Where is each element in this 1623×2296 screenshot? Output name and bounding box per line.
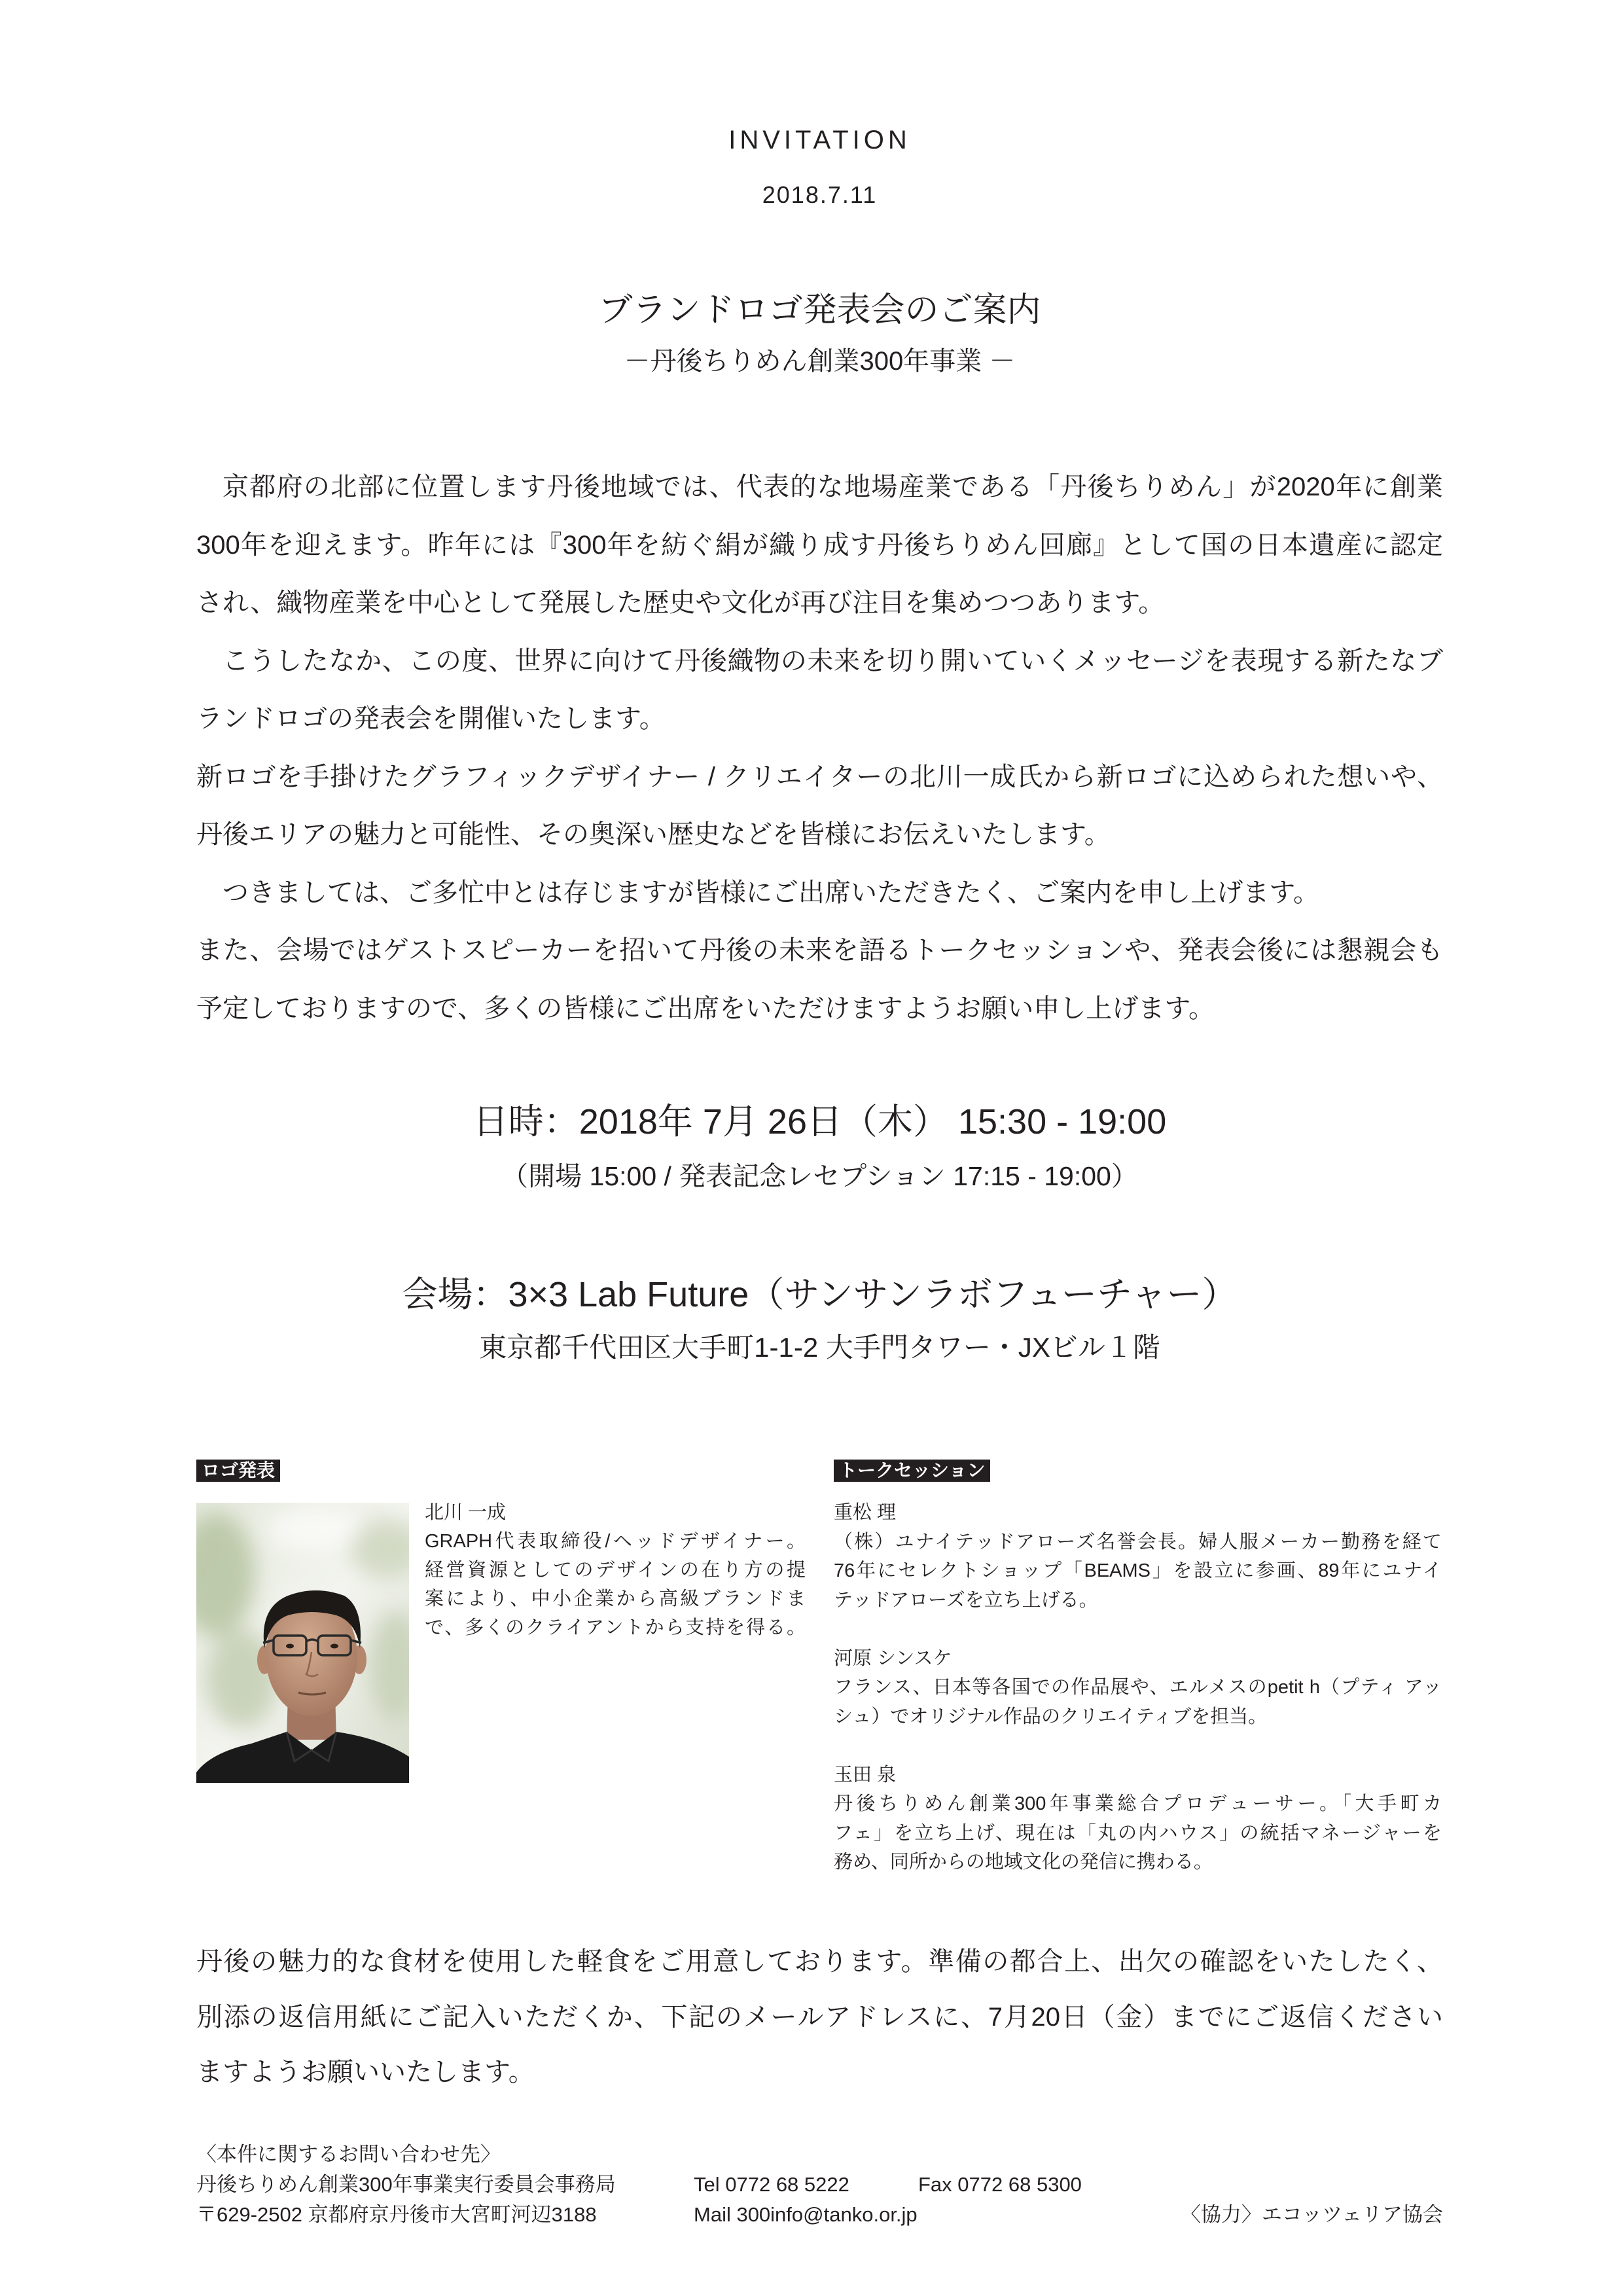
portrait-eye-right bbox=[330, 1644, 338, 1649]
speaker-name: 重松 理 bbox=[834, 1502, 897, 1523]
speaker-bio-line: （株）ユナイテッドアローズ名誉会長。婦人服メーカー勤務を経て bbox=[834, 1531, 1442, 1552]
speaker-bio-line: フェ」を立ち上げ、現在は「丸の内ハウス」の統括マネージャーを bbox=[834, 1822, 1442, 1844]
logo-section-label: ロゴ発表 bbox=[196, 1460, 280, 1482]
closing-paragraph bbox=[196, 1934, 1443, 2100]
portrait-photo bbox=[196, 1503, 409, 1783]
closing-line: ますようお願いいたします。 bbox=[196, 2058, 535, 2087]
presenter-name: 北川 一成 bbox=[425, 1502, 507, 1523]
issue-date: 2018.7.11 bbox=[762, 181, 878, 208]
presenter-bio-line: 経営資源としてのデザインの在り方の提 bbox=[425, 1560, 806, 1581]
speaker-name: 玉田 泉 bbox=[834, 1764, 897, 1785]
logo-presenter-bio bbox=[425, 1498, 806, 1642]
body-line: され、織物産業を中心として発展した歴史や文化が再び注目を集めつつあります。 bbox=[196, 588, 1165, 617]
speaker-bio-line: フランス、日本等各国での作品展や、エルメスのpetit h（プティ アッ bbox=[834, 1677, 1442, 1698]
speaker-name: 河原 シンスケ bbox=[834, 1647, 952, 1669]
body-line: つきましては、ご多忙中とは存じますが皆様にご出席いただきたく、ご案内を申し上げます。 bbox=[223, 878, 1319, 907]
presenter-bio-line: GRAPH代表取締役/ヘッドデザイナー。 bbox=[425, 1531, 806, 1552]
presenter-bio-line: で、多くのクライアントから支持を得る。 bbox=[425, 1617, 806, 1638]
body-line: 300年を迎えます。昨年には『300年を紡ぐ絹が織り成す丹後ちりめん回廊』として国の日本遺産に認定 bbox=[196, 530, 1443, 560]
portrait-eye-left bbox=[286, 1644, 294, 1649]
contact-tel: Tel 0772 68 5222 bbox=[694, 2173, 849, 2196]
invitation-label: INVITATION bbox=[728, 126, 911, 154]
closing-line: 丹後の魅力的な食材を使用した軽食をご用意しております。準備の都合上、出欠の確認をいたしたく、 bbox=[196, 1947, 1443, 1976]
contact-fax: Fax 0772 68 5300 bbox=[918, 2173, 1082, 2196]
closing-line: 別添の返信用紙にご記入いただくか、下記のメールアドレスに、7月20日（金）までにご返信ください bbox=[196, 2002, 1443, 2032]
body-line: 丹後エリアの魅力と可能性、その奥深い歴史などを皆様にお伝えいたします。 bbox=[196, 820, 1111, 849]
speaker-entry bbox=[834, 1761, 1442, 1877]
page-title: ブランドロゴ発表会のご案内 bbox=[598, 291, 1041, 329]
body-line: また、会場ではゲストスピーカーを招いて丹後の未来を語るトークセッションや、発表会後には懇親会も bbox=[196, 936, 1443, 965]
speaker-bio-line: 務め、同所からの地域文化の発信に携わる。 bbox=[834, 1852, 1213, 1873]
event-datetime-note: （開場 15:00 / 発表記念レセプション 17:15 - 19:00） bbox=[501, 1161, 1138, 1191]
body-line: 予定しておりますので、多くの皆様にご出席をいただけますようお願い申し上げます。 bbox=[196, 994, 1215, 1023]
contact-mail: Mail 300info@tanko.or.jp bbox=[694, 2203, 918, 2226]
speaker-bio-line: 丹後ちりめん創業300年事業総合プロデューサー。「大手町カ bbox=[834, 1793, 1442, 1814]
talk-session-speakers bbox=[834, 1498, 1442, 1906]
page-subtitle: －丹後ちりめん創業300年事業 － bbox=[624, 347, 1016, 376]
body-paragraphs bbox=[196, 458, 1443, 1037]
speaker-entry bbox=[834, 1644, 1442, 1732]
event-datetime: 日時：2018年 7月 26日（木） 15:30 - 19:00 bbox=[473, 1102, 1167, 1141]
contact-heading: 〈本件に関するお問い合わせ先〉 bbox=[196, 2143, 501, 2166]
speaker-bio-line: テッドアローズを立ち上げる。 bbox=[834, 1589, 1098, 1611]
speaker-entry bbox=[834, 1498, 1442, 1615]
talk-section-label: トークセッション bbox=[834, 1460, 990, 1482]
contact-address: 〒629-2502 京都府京丹後市大宮町河辺3188 bbox=[196, 2203, 597, 2226]
cooperation-credit: 〈協力〉エコッツェリア協会 bbox=[1180, 2203, 1443, 2226]
body-line: 新ロゴを手掛けたグラフィックデザイナー / クリエイターの北川一成氏から新ロゴに込められた想いや、 bbox=[196, 762, 1443, 791]
body-line: ランドロゴの発表会を開催いたします。 bbox=[196, 704, 666, 733]
contact-organization: 丹後ちりめん創業300年事業実行委員会事務局 bbox=[196, 2173, 616, 2196]
body-line: こうしたなか、この度、世界に向けて丹後織物の未来を切り開いていくメッセージを表現する新たなブ bbox=[223, 646, 1443, 675]
portrait-image bbox=[196, 1503, 409, 1783]
body-line: 京都府の北部に位置します丹後地域では、代表的な地場産業である「丹後ちりめん」が2020年に創業 bbox=[223, 473, 1443, 501]
event-address: 東京都千代田区大手町1-1-2 大手門タワー・JXビル１階 bbox=[479, 1332, 1160, 1363]
speaker-bio-line: シュ）でオリジナル作品のクリエイティブを担当。 bbox=[834, 1706, 1268, 1727]
event-venue: 会場：3×3 Lab Future（サンサンラボフューチャー） bbox=[402, 1275, 1238, 1314]
presenter-bio-line: 案により、中小企業から高級ブランドま bbox=[425, 1588, 806, 1609]
speaker-bio-line: 76年にセレクトショップ「BEAMS」を設立に参画、89年にユナイ bbox=[834, 1560, 1442, 1581]
